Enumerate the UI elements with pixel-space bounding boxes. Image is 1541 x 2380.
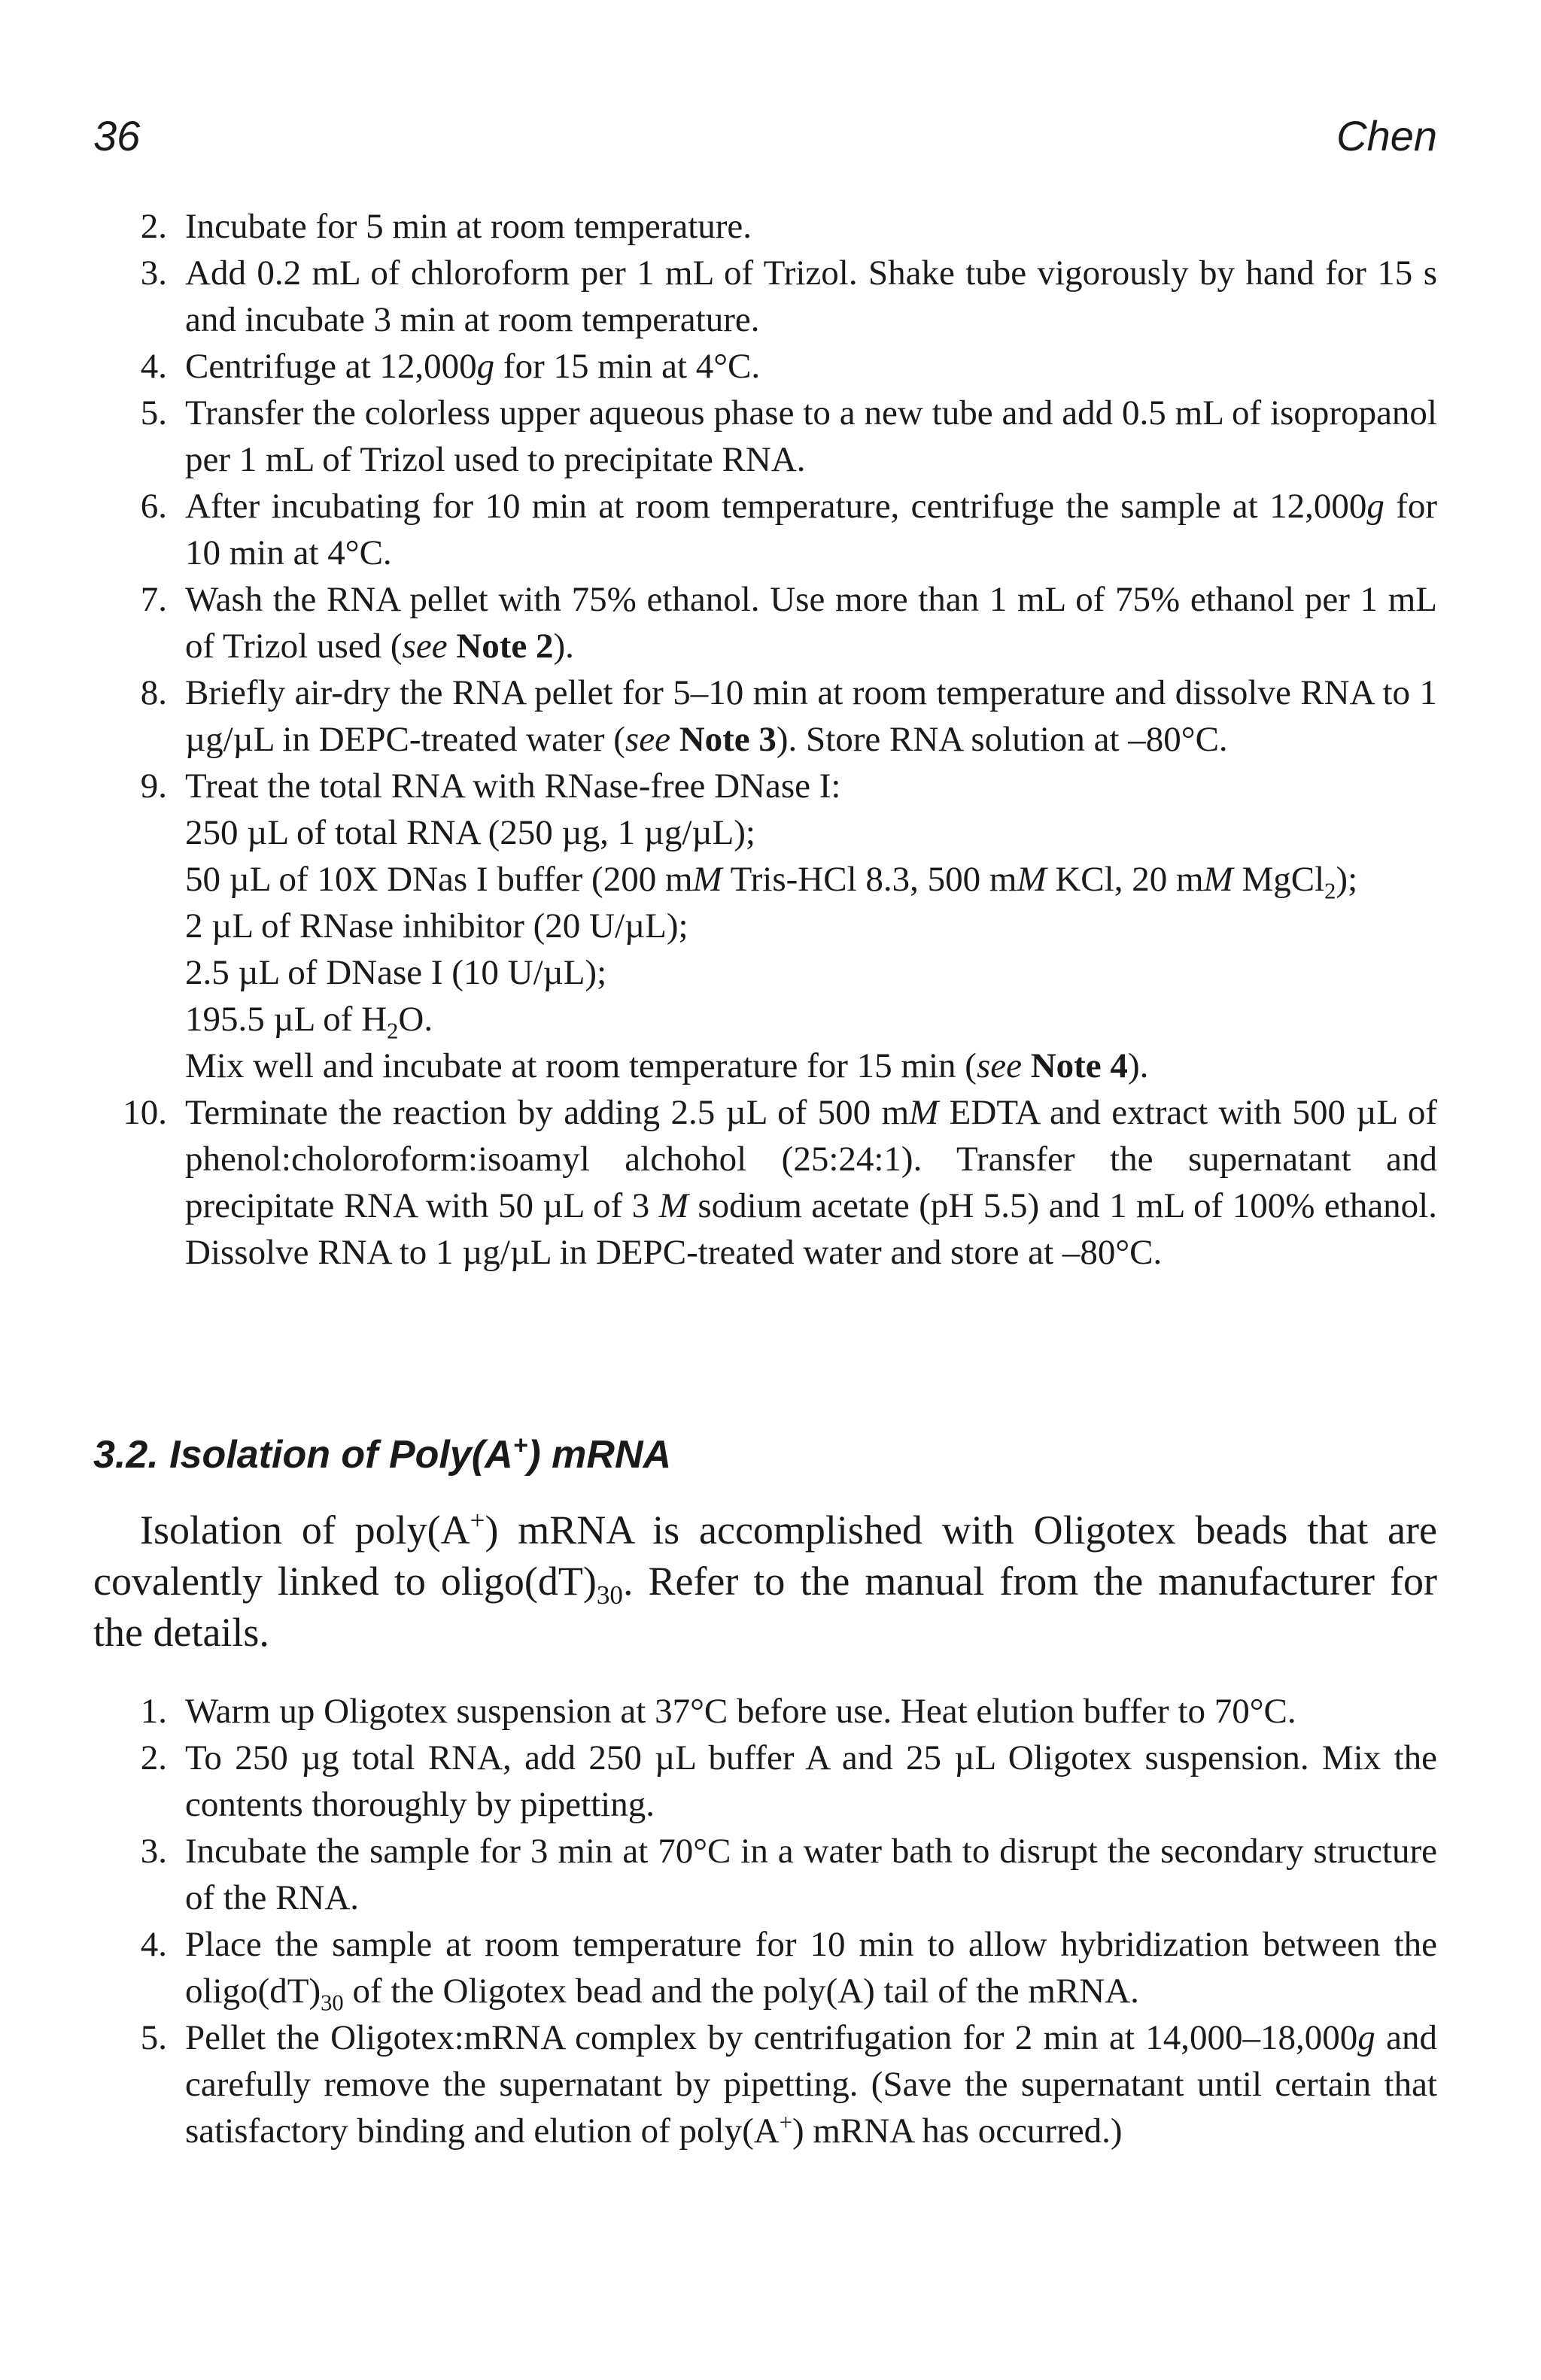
reagent-line: 2 µL of RNase inhibitor (20 U/µL); [185,906,688,946]
reagent-line [185,996,1437,1043]
item-number: 4. [140,1925,167,1964]
list-item [93,1688,1437,1735]
list-item [93,1089,1437,1276]
mix-instruction [185,1043,1437,1089]
list-item [93,343,1437,390]
item-number: 5. [140,2018,167,2057]
paragraph-text: ) mRNA is accomplished with Oligotex beads that are covalently linked to oligo(dT) [93,1507,1437,1604]
item-text: and carefully remove the supernatant by pipetting. (Save the supernatant until certain that satisfactory binding and elution of poly(A [185,2018,1437,2151]
item-text: for 15 min at 4°C. [494,347,761,386]
item-text: Incubate for 5 min at room temperature. [185,207,752,246]
reagent-text: KCl, 20 m [1046,860,1204,899]
subscript: 2 [1324,878,1336,904]
superscript: + [512,1431,528,1460]
paragraph-text: . Refer to the manual from the manufacturer for the details. [93,1559,1437,1655]
reagent-text: 50 µL of 10X DNas I buffer (200 m [185,860,693,899]
list-item [93,1735,1437,1828]
reagent-text: 195.5 µL of H [185,1000,388,1039]
item-number: 8. [140,673,167,712]
unit-g: g [1357,2018,1375,2057]
reagent-line: 2.5 µL of DNase I (10 U/µL); [185,953,607,992]
molar-unit: M [658,1186,688,1225]
paragraph-text: Isolation of poly(A [140,1507,470,1553]
item-number: 7. [140,580,167,619]
item-number: 2. [140,1738,167,1777]
mrna-isolation-steps [93,1688,1437,2154]
item-text: Terminate the reaction by adding 2.5 µL of 500 m [185,1093,910,1132]
list-item [93,483,1437,576]
heading-text: 3.2. Isolation of Poly(A [93,1433,513,1477]
list-item [93,250,1437,343]
protocol-list-continued [93,203,1437,1276]
note-reference: Note 2 [456,627,554,666]
item-number: 4. [140,347,167,386]
section-heading [93,1432,671,1477]
item-number: 6. [140,487,167,526]
list-item [93,390,1437,483]
item-text: for 10 min at 4°C. [185,487,1437,572]
item-text: ). [553,627,574,666]
item-text: Transfer the colorless upper aqueous phase to a new tube and add 0.5 mL of isopropanol per 1 mL of Trizol used to precipitate RNA. [185,393,1437,479]
see-word: see [625,720,670,759]
item-text: Add 0.2 mL of chloroform per 1 mL of Trizol. Shake tube vigorously by hand for 15 s and incubate 3 min at room temperature. [185,253,1437,339]
list-item [93,576,1437,669]
see-word: see [402,627,448,666]
list-item [93,763,1437,1089]
item-text: Warm up Oligotex suspension at 37°C before use. Heat elution buffer to 70°C. [185,1692,1296,1731]
list-item [93,203,1437,250]
see-word: see [976,1046,1022,1085]
item-text: Pellet the Oligotex:mRNA complex by centrifugation for 2 min at 14,000–18,000 [185,2018,1358,2057]
item-number: 2. [140,207,167,246]
superscript: + [470,1506,485,1535]
molar-unit: M [1017,860,1047,899]
item-text: EDTA and extract with 500 µL of phenol:choloroform:isoamyl alchohol (25:24:1). Transfer the supernatant and precipitate RNA with 50 µL of 3 [185,1093,1437,1225]
item-text: Incubate the sample for 3 min at 70°C in a water bath to disrupt the secondary structure of the RNA. [185,1832,1437,1917]
reagent-text: MgCl [1232,860,1325,899]
running-head [93,111,1437,160]
list-item [93,669,1437,763]
molar-unit: M [1203,860,1233,899]
item-text: Place the sample at room temperature for 10 min to allow hybridization between the oligo(dT) [185,1925,1437,2011]
reagent-text: O. [398,1000,433,1039]
subscript: 30 [596,1580,623,1610]
reagent-line [185,856,1437,903]
item-number: 1. [140,1692,167,1731]
item-text: ). Store RNA solution at –80°C. [776,720,1228,759]
reagent-text: ). [1127,1046,1149,1085]
item-number: 3. [140,253,167,293]
list-item [93,2014,1437,2154]
item-number: 3. [140,1832,167,1871]
molar-unit: M [909,1093,939,1132]
item-text: After incubating for 10 min at room temperature, centrifuge the sample at 12,000 [185,487,1367,526]
reagent-text: Mix well and incubate at room temperature for 15 min ( [185,1046,977,1085]
reagent-text: ); [1336,860,1358,899]
note-reference: Note 3 [679,720,777,759]
subscript: 2 [387,1018,399,1044]
item-text: To 250 µg total RNA, add 250 µL buffer A and 25 µL Oligotex suspension. Mix the contents thoroughly by pipetting. [185,1738,1437,1824]
list-item [93,1828,1437,1921]
item-text: of the Oligotex bead and the poly(A) tail of the mRNA. [343,1972,1139,2011]
note-reference: Note 4 [1030,1046,1128,1085]
unit-g: g [476,347,495,386]
item-number: 9. [140,767,167,806]
item-text: ) mRNA has occurred.) [792,2111,1123,2151]
unit-g: g [1366,487,1384,526]
item-text: sodium acetate (pH 5.5) and 1 mL of 100% ethanol. Dissolve RNA to 1 µg/µL in DEPC-treated water and store at –80°C. [185,1186,1437,1272]
section-intro-paragraph [93,1504,1437,1658]
item-number: 10. [123,1093,167,1132]
molar-unit: M [692,860,722,899]
list-item [93,1921,1437,2014]
item-number: 5. [140,393,167,433]
item-text: Briefly air-dry the RNA pellet for 5–10 min at room temperature and dissolve RNA to 1 µg/µL in DEPC-treated water ( [185,673,1437,759]
item-text: Centrifuge at 12,000 [185,347,477,386]
heading-text: ) mRNA [527,1433,672,1477]
reagent-text: Tris-HCl 8.3, 500 m [722,860,1017,899]
item-text: Wash the RNA pellet with 75% ethanol. Use more than 1 mL of 75% ethanol per 1 mL of Trizol used ( [185,580,1437,666]
subscript: 30 [321,1990,344,2016]
superscript: + [779,2109,792,2136]
page-number: 36 [93,112,141,159]
running-author: Chen [1336,112,1437,159]
reagent-line: 250 µL of total RNA (250 µg, 1 µg/µL); [185,813,755,852]
item-text: Treat the total RNA with RNase-free DNase I: [185,767,841,806]
